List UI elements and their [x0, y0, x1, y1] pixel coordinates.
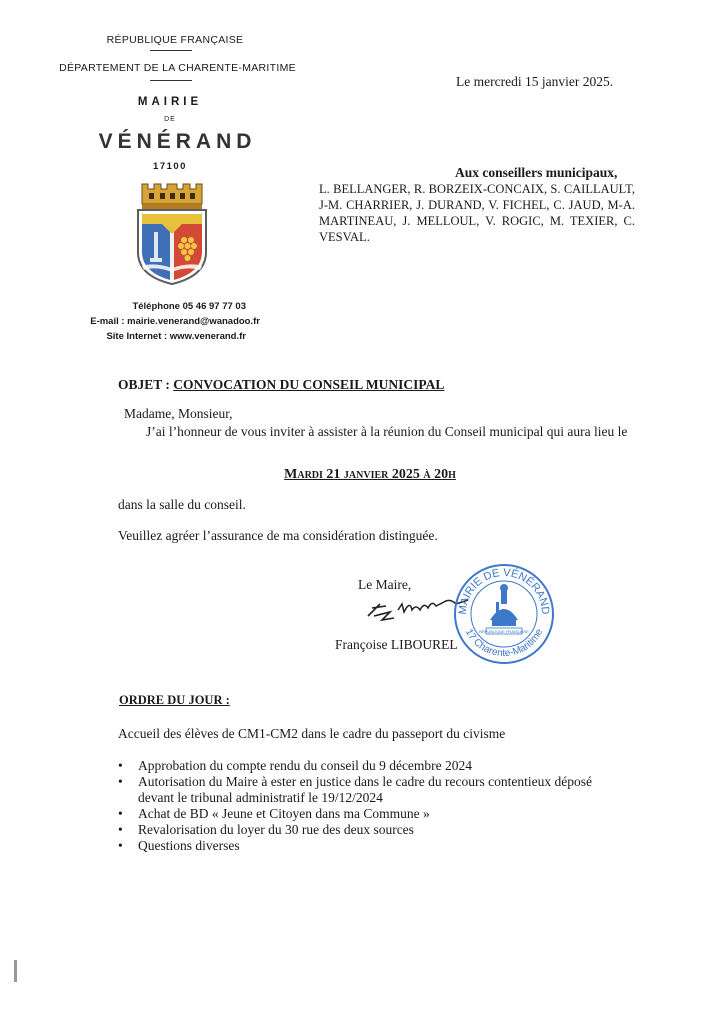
- agenda-item: • Approbation du compte rendu du conseil du 9 décembre 2024: [115, 758, 595, 774]
- agenda-heading: ORDRE DU JOUR :: [119, 693, 230, 707]
- mayor-title: Le Maire,: [358, 577, 412, 592]
- stamp-banner: RÉPUBLIQUE FRANÇAISE: [479, 629, 529, 634]
- meeting-date: Mardi 21 janvier 2025 à 20h: [284, 467, 456, 482]
- zip-code: 17100: [153, 161, 187, 172]
- agenda-item: • Questions diverses: [115, 838, 595, 854]
- mairie-label: MAIRIE: [137, 96, 203, 108]
- email: E-mail : mairie.venerand@wanadoo.fr: [90, 316, 260, 327]
- agenda-item: • Achat de BD « Jeune et Citoyen dans ma Commune »: [115, 806, 595, 822]
- republic-header: RÉPUBLIQUE FRANÇAISE: [106, 34, 244, 46]
- header-divider: [150, 80, 192, 81]
- coat-of-arms-icon: [134, 180, 210, 288]
- scan-mark: [14, 960, 17, 982]
- website: Site Internet : www.venerand.fr: [106, 331, 246, 342]
- closing-formula: Veuillez agréer l’assurance de ma considération distinguée.: [118, 528, 438, 543]
- town-name: VÉNÉRAND: [98, 130, 257, 153]
- stamp-top-text: MAIRIE DE VÉNÉRAND: [456, 566, 552, 616]
- official-stamp: [452, 562, 556, 666]
- de-label: DE: [164, 116, 176, 123]
- object-label: OBJET :: [118, 377, 170, 392]
- stamp-bottom-text: 17 Charente-Maritime: [462, 627, 546, 660]
- mayor-name: Françoise LIBOUREL: [335, 637, 458, 652]
- object-subject: CONVOCATION DU CONSEIL MUNICIPAL: [173, 377, 445, 392]
- agenda-preamble: Accueil des élèves de CM1-CM2 dans le cadre du passeport du civisme: [118, 726, 506, 741]
- agenda-item: • Autorisation du Maire à ester en justice dans le cadre du recours contentieux déposé devant le tribunal administratif le 19/12/2024: [115, 774, 595, 806]
- recipients-list: L. BELLANGER, R. BORZEIX-CONCAIX, S. CAILLAULT, J-M. CHARRIER, J. DURAND, V. FICHEL, C. JAUD, M-A. MARTINEAU, J. MELLOUL, V. ROGIC, M. TEXIER, C. VESVAL.: [319, 182, 635, 244]
- letter-date: Le mercredi 15 janvier 2025.: [456, 74, 614, 89]
- department-header: DÉPARTEMENT DE LA CHARENTE-MARITIME: [59, 62, 296, 74]
- object-line: [118, 377, 518, 393]
- location: dans la salle du conseil.: [118, 497, 246, 512]
- salutation: Madame, Monsieur,: [124, 406, 233, 421]
- invitation-text: J’ai l’honneur de vous inviter à assister à la réunion du Conseil municipal qui aura lieu le: [146, 424, 628, 439]
- header-divider: [150, 50, 192, 51]
- phone: Téléphone 05 46 97 77 03: [132, 301, 246, 312]
- agenda-list: [115, 758, 595, 854]
- agenda-item: • Revalorisation du loyer du 30 rue des deux sources: [115, 822, 595, 838]
- recipients-heading: Aux conseillers municipaux,: [455, 165, 618, 180]
